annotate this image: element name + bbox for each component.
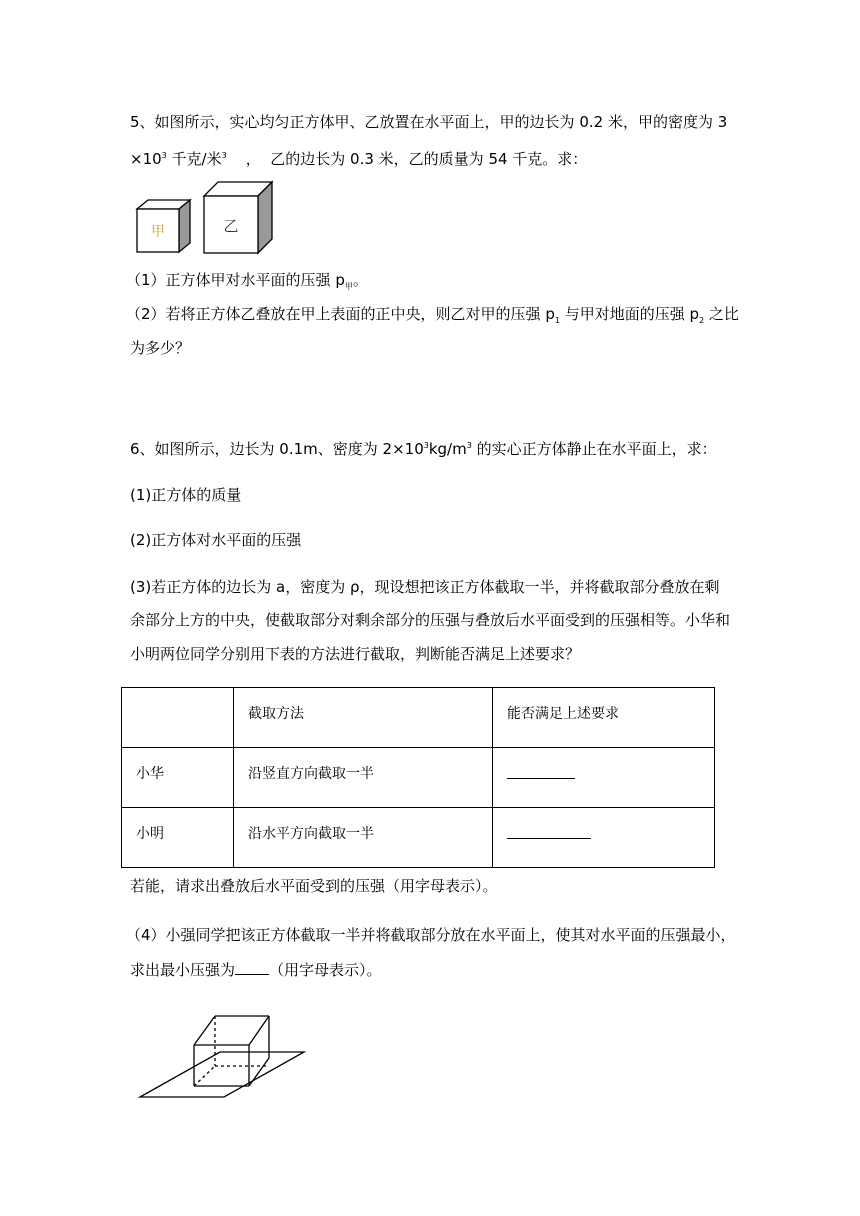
table-cell-method: 沿竖直方向截取一半 — [234, 748, 493, 808]
table-cell-name: 小明 — [122, 808, 234, 868]
q6-part-1: (1)正方体的质量 — [130, 486, 242, 504]
q5-sub-2: （2）若将正方体乙叠放在甲上表面的正中央，则乙对甲的压强 $p_1$ 与甲对地面的压强 $p_2$ 之比 — [126, 305, 739, 325]
table-cell-answer[interactable] — [493, 808, 715, 868]
table-header-cell: 能否满足上述要求 — [493, 688, 715, 748]
q6-part-4-line-1: （4）小强同学把该正方体截取一半并将截取部分放在水平面上，使其对水平面的压强最小， — [126, 926, 736, 944]
min-pressure-blank[interactable] — [235, 960, 269, 975]
q6-part-3-line-2: 余部分上方的中央，使截取部分对剩余部分的压强与叠放后水平面受到的压强相等。小华和 — [130, 611, 731, 629]
table-header-cell: 截取方法 — [234, 688, 493, 748]
cube-yi-label: 乙 — [223, 217, 239, 235]
q6-part-2: (2)正方体对水平面的压强 — [130, 531, 302, 549]
q5-sub-1: （1）正方体甲对水平面的压强 $p_甲$。 — [126, 271, 368, 291]
cutting-methods-table — [121, 687, 715, 868]
q5-sub-2-cont: 为多少？ — [130, 339, 191, 357]
cube-on-plane-figure — [136, 1010, 311, 1100]
table-cell-name: 小华 — [122, 748, 234, 808]
table-cell-answer[interactable] — [493, 748, 715, 808]
table-header-cell — [122, 688, 234, 748]
q6-after-table: 若能，请求出叠放后水平面受到的压强（用字母表示）。 — [130, 877, 498, 895]
horizontal-plane — [140, 1052, 304, 1097]
q6-part-4-line-2: 求出最小压强为 （用字母表示）。 — [130, 961, 382, 979]
q5-line-2: $\times 10^3$ 千克/米$^3$ ， 乙的边长为 0.3 米，乙的质量为 54 千克。求： — [130, 150, 588, 168]
q6-line-1: 6、如图所示，边长为 0.1m、密度为 $2\times 10^3kg/m^3$ 的实心正方体静止在水平面上，求： — [130, 440, 717, 458]
answer-blank[interactable] — [507, 824, 591, 839]
cubes-figure — [130, 178, 280, 258]
cube-jia-label: 甲 — [151, 224, 165, 240]
answer-blank[interactable] — [507, 764, 575, 779]
table-cell-method: 沿水平方向截取一半 — [234, 808, 493, 868]
q5-line-1: 5、如图所示，实心均匀正方体甲、乙放置在水平面上，甲的边长为 0.2 米，甲的密度为 3 — [130, 113, 728, 131]
q6-part-3-line-1: (3)若正方体的边长为 a，密度为 ρ，现设想把该正方体截取一半，并将截取部分叠放在剩 — [130, 578, 720, 596]
q6-part-3-line-3: 小明两位同学分别用下表的方法进行截取，判断能否满足上述要求？ — [130, 645, 581, 663]
table-row — [122, 748, 715, 808]
table-header-row — [122, 688, 715, 748]
table-row — [122, 808, 715, 868]
